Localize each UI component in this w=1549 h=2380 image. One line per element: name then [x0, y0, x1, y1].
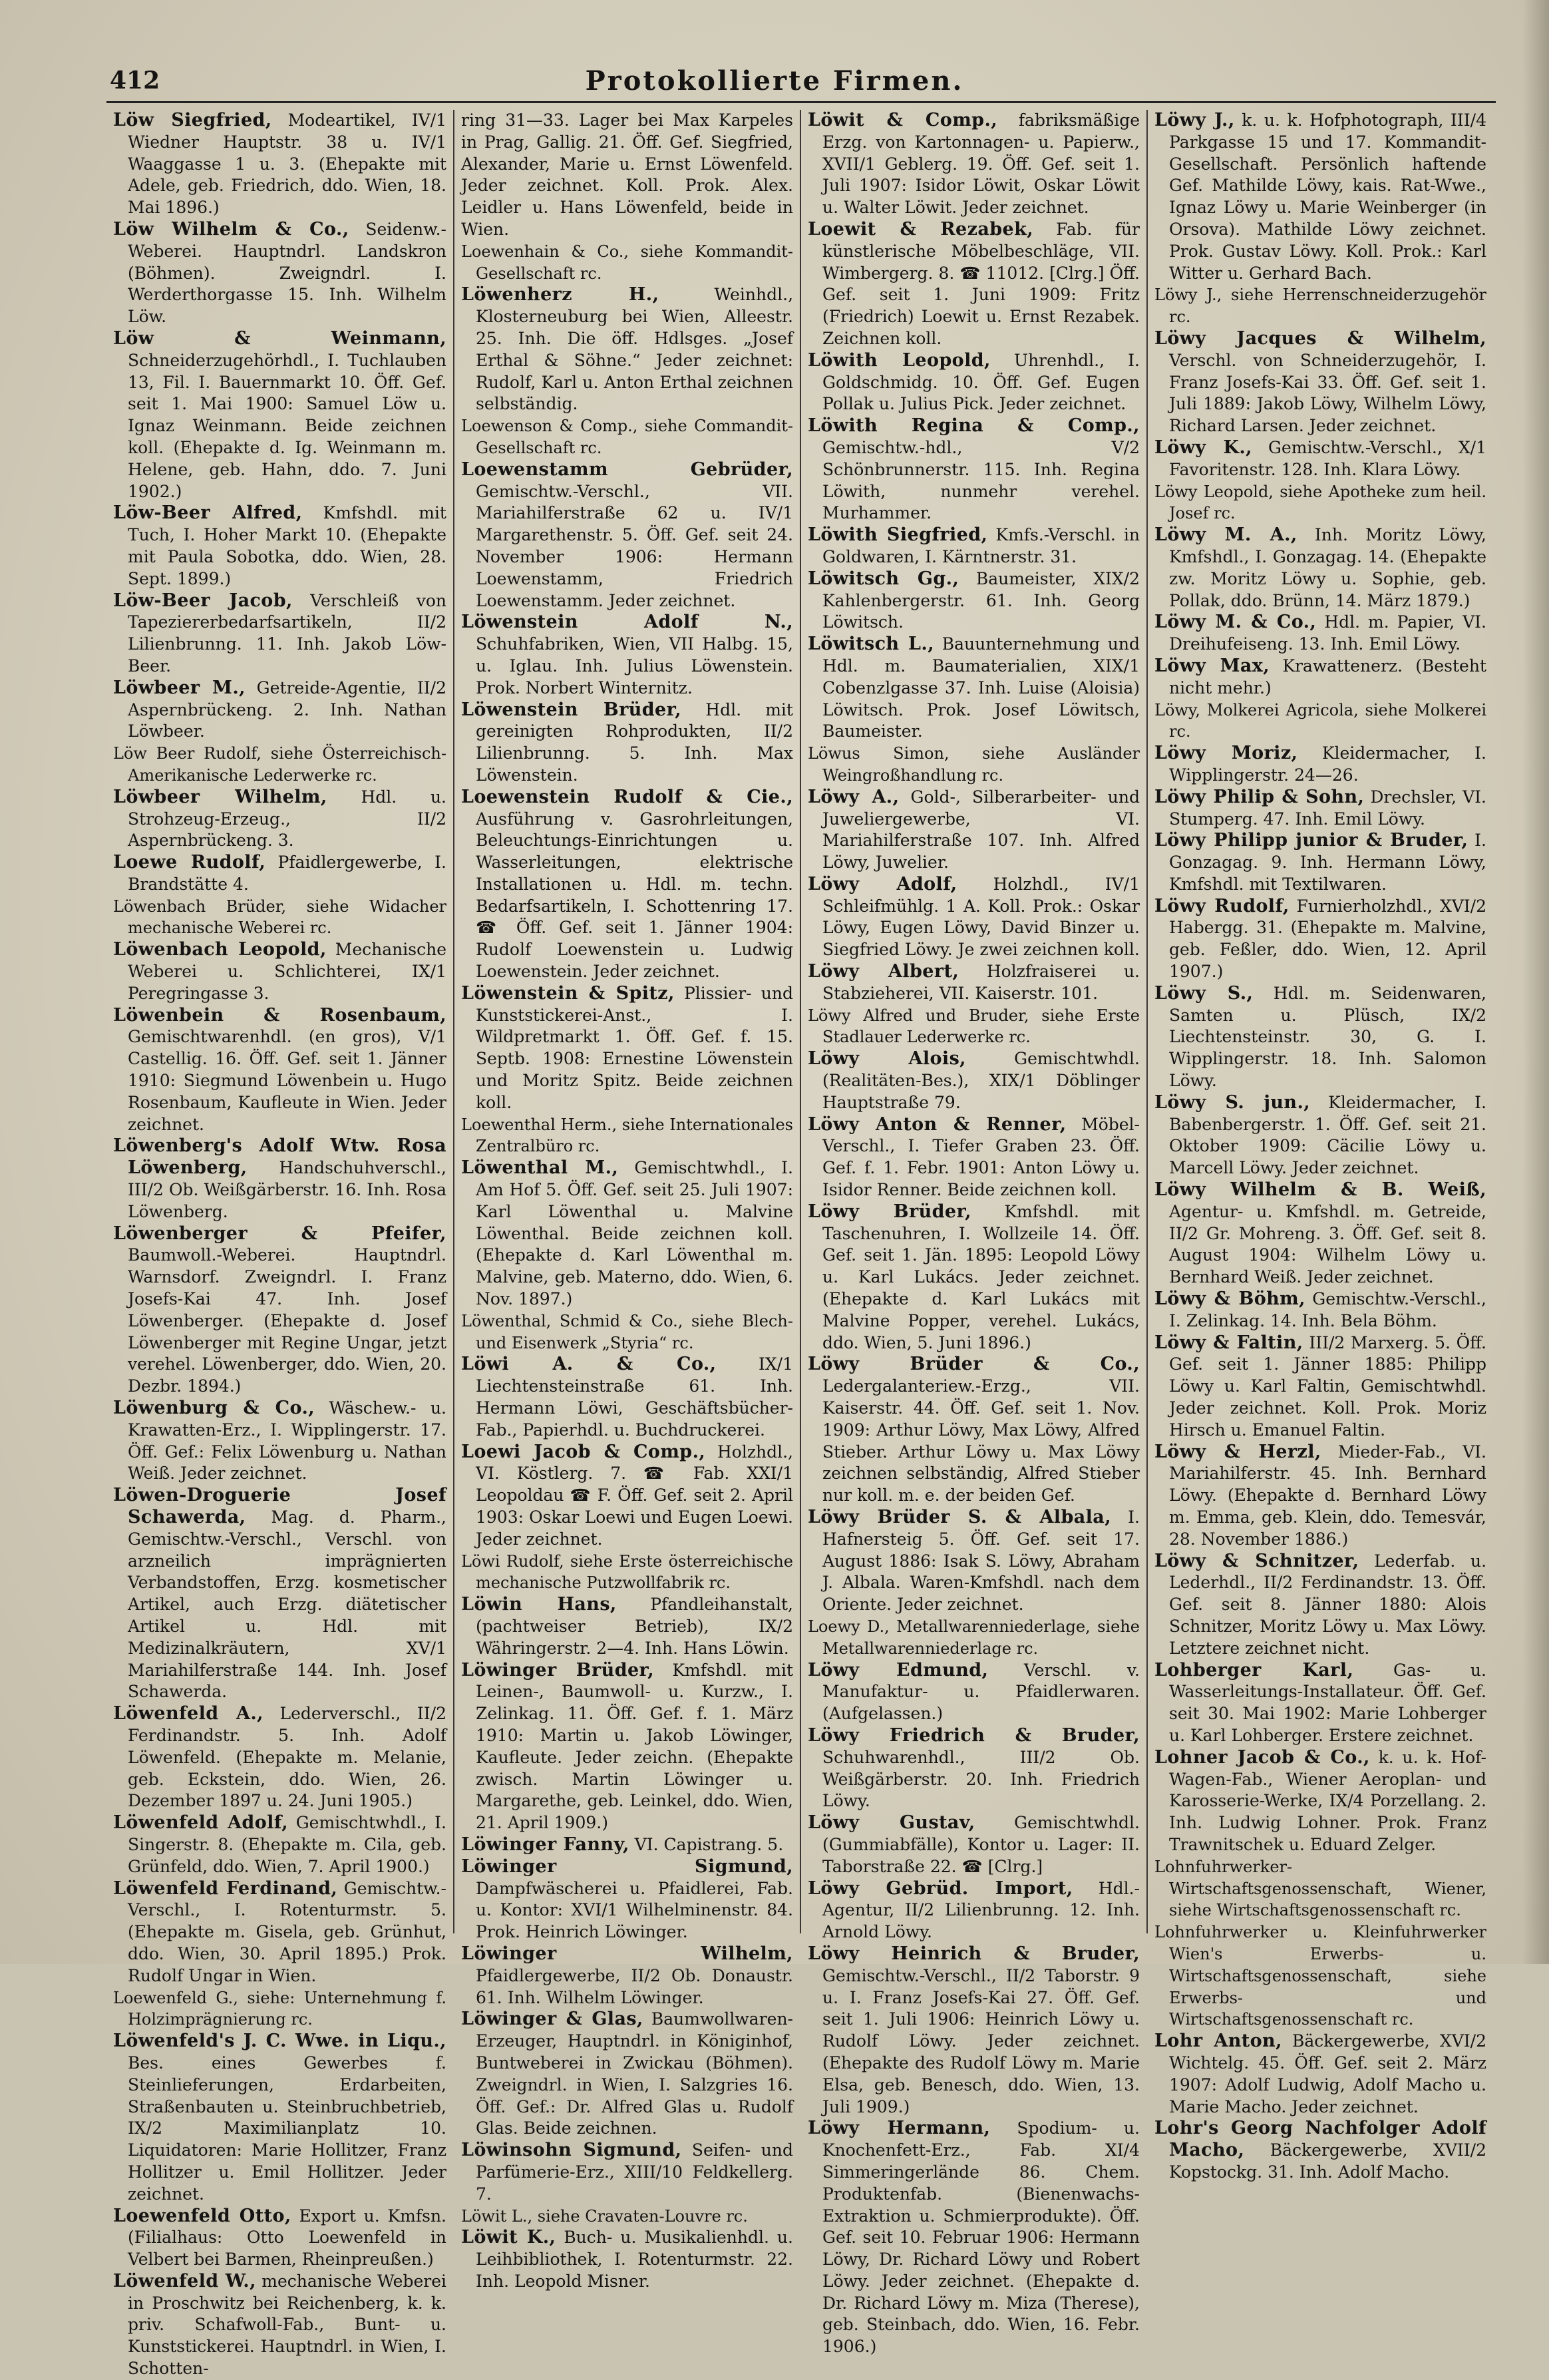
- firm-entry: [113, 502, 446, 590]
- firm-name: Löwenfeld's J. C. Wwe. in Liqu.,: [113, 2031, 446, 2052]
- cross-reference-entry: [461, 2206, 793, 2228]
- firm-details: I. Hafnersteig 5. Öff. Gef. seit 17. August 1886: Isak S. Löwy, Abraham J. Albala. Waren-Kmfshdl. nach dem Oriente. Jeder zeichnet.: [822, 1507, 1140, 1615]
- firm-name: Löwy S.,: [1154, 982, 1254, 1004]
- firm-details: Löwit L., siehe Cravaten-Louvre rc.: [461, 2206, 748, 2226]
- firm-name: Löwy Wilhelm & B. Weiß,: [1154, 1179, 1486, 1201]
- firm-name: Lohr's Georg Nachfolger Adolf Macho,: [1154, 2118, 1486, 2161]
- firm-details: Gemischtw.-Verschl., X/1 Favoritenstr. 128. Inh. Klara Löwy.: [1169, 437, 1486, 479]
- firm-details: Gemischtwarenhdl. (en gros), V/1 Castellig. 16. Öff. Gef. seit 1. Jänner 1910: Siegmund Löwenbein u. Hugo Rosenbaum, Kaufleute in Wien. Jeder zeichnet.: [128, 1027, 446, 1134]
- firm-name: Löwenberg's Adolf Wtw. Rosa Löwenberg,: [113, 1135, 446, 1179]
- firm-details: Pfandleihanstalt, (pachtweiser Betrieb), IX/2 Währingerstr. 2—4. Inh. Hans Löwin.: [476, 1595, 793, 1658]
- firm-name: Löwy & Schnitzer,: [1154, 1550, 1359, 1571]
- firm-name: Löwenstein & Spitz,: [461, 982, 675, 1004]
- firm-details: Holzhdl., VI. Köstlerg. 7. ☎ Fab. XXI/1 Leopoldau ☎ F. Öff. Gef. seit 2. April 1903: Oskar Loewi und Eugen Loewi. Jeder zeichnet.: [476, 1442, 793, 1549]
- firm-details: Gemischtw.-Verschl., VII. Mariahilferstraße 62 u. IV/1 Margarethenstr. 5. Öff. Gef. seit 24. November 1906: Hermann Loewenstamm, Friedrich Loewenstamm. Jeder zeichnet.: [476, 481, 793, 610]
- firm-details: Verschl. v. Manufaktur- u. Pfaidlerwaren. (Aufgelassen.): [822, 1660, 1140, 1724]
- firm-entry: [461, 284, 793, 415]
- firm-details: Drechsler, VI. Stumperg. 47. Inh. Emil Löwy.: [1169, 787, 1486, 829]
- firm-name: Löwenbach Leopold,: [113, 939, 327, 960]
- firm-details: Modeartikel, IV/1 Wiedner Hauptstr. 38 u. IV/1 Waaggasse 1 u. 3. (Ehepakte mit Adele, geb. Friedrich, ddo. Wien, 18. Mai 1896.): [128, 110, 446, 218]
- firm-name: Löwinger & Glas,: [461, 2009, 643, 2030]
- firm-entry: [461, 983, 793, 1114]
- firm-name: Löwy Anton & Renner,: [808, 1113, 1067, 1135]
- firm-entry: [113, 678, 446, 743]
- firm-entry: [461, 1594, 793, 1659]
- firm-details: Holzhdl., IV/1 Schleifmühlg. 1 A. Koll. Prok.: Oskar Löwy, Eugen Löwy, David Binzer u. Siegfried Löwy. Je zwei zeichnen koll.: [822, 874, 1140, 960]
- firm-details: Fab. für künstlerische Möbelbeschläge, VII. Wimbergerg. 8. ☎ 11012. [Clrg.] Öff. Gef. seit 1. Juni 1909: Fritz (Friedrich) Loewit u. Ernst Rezabek. Zeichnen koll.: [822, 219, 1140, 348]
- firm-name: Löwbeer Wilhelm,: [113, 786, 327, 807]
- firm-details: Bäckergewerbe, XVI/2 Wichtelg. 45. Öff. Gef. seit 2. März 1907: Adolf Ludwig, Adolf Macho u. Marie Macho. Jeder zeichnet.: [1169, 2031, 1486, 2116]
- firm-entry: [113, 1878, 446, 1987]
- firm-details: Pfaidlergewerbe, I. Brandstätte 4.: [128, 853, 446, 894]
- firm-name: Löwenfeld W.,: [113, 2270, 256, 2291]
- firm-details: Gemischtwhdl., I. Singerstr. 8. (Ehepakte m. Cila, geb. Grünfeld, ddo. Wien, 7. April 1900.): [128, 1813, 447, 1876]
- firm-details: Möbel-Verschl., I. Tiefer Graben 23. Öff. Gef. f. 1. Febr. 1901: Anton Löwy u. Isidor Renner. Beide zeichnen koll.: [822, 1114, 1140, 1200]
- firm-details: Loewy D., Metallwarenniederlage, siehe Metallwarenniederlage rc.: [808, 1617, 1140, 1658]
- firm-details: III/2 Marxerg. 5. Öff. Gef. seit 1. Jänner 1885: Philipp Löwy u. Karl Faltin, Gemischtwhdl. Jeder zeichnet. Koll. Prok. Moriz Hirsch u. Emanuel Faltin.: [1169, 1332, 1486, 1440]
- firm-entry: [808, 110, 1140, 219]
- firm-entry: [461, 1856, 793, 1943]
- firm-details: Löwy Leopold, siehe Apotheke zum heil. Josef rc.: [1154, 482, 1486, 523]
- firm-details: Gemischtw.-Verschl., II/2 Taborstr. 9 u. I. Franz Josefs-Kai 27. Öff. Gef. seit 1. Juli 1906: Heinrich Löwy u. Rudolf Löwy. Jeder zeichnet. (Ehepakte des Rudolf Löwy m. Marie Elsa, geb. Benesch, ddo. Wien, 13. Juli 1909.): [822, 1965, 1140, 2116]
- firm-name: Loewenfeld Otto,: [113, 2205, 291, 2226]
- firm-details: Bäckergewerbe, XVII/2 Kopstockg. 31. Inh. Adolf Macho.: [1169, 2140, 1486, 2182]
- firm-name: Löwy Gustav,: [808, 1812, 975, 1834]
- firm-entry: [808, 1507, 1140, 1616]
- firm-details: Inh. Moritz Löwy, Kmfshdl., I. Gonzagag. 14. (Ehepakte zw. Moritz Löwy u. Sophie, geb. Pollak, ddo. Brünn, 14. März 1879.): [1169, 525, 1486, 610]
- firm-name: Löwy Alois,: [808, 1048, 966, 1070]
- scan-shadow: [1522, 0, 1549, 1964]
- firm-entry: [461, 459, 793, 612]
- firm-details: Bauunternehmung und Hdl. m. Baumaterialien, XIX/1 Cobenzlgasse 37. Inh. Luise (Aloisia) Löwitsch. Prok. Josef Löwitsch, Baumeister.: [822, 634, 1140, 741]
- firm-name: Löwy M. & Co.,: [1154, 612, 1317, 633]
- firm-name: Löwy Gebrüd. Import,: [808, 1878, 1073, 1899]
- cross-reference-entry: [1154, 1856, 1486, 1921]
- firm-name: Löwy Adolf,: [808, 873, 957, 894]
- firm-name: Löwy Friedrich & Bruder,: [808, 1724, 1140, 1746]
- firm-name: Löwy M. A.,: [1154, 524, 1297, 546]
- firm-details: Kleidermacher, I. Babenbergerstr. 1. Öff. Gef. seit 21. Oktober 1909: Cäcilie Löwy u. Marcell Löwy. Jeder zeichnet.: [1169, 1092, 1486, 1178]
- firm-name: Löwenberger & Pfeifer,: [113, 1223, 446, 1244]
- firm-details: Löwi Rudolf, siehe Erste österreichische mechanische Putzwollfabrik rc.: [461, 1551, 793, 1593]
- firm-entry: [808, 1943, 1140, 2118]
- firm-details: Löwus Simon, siehe Ausländer Weingroßhandlung rc.: [808, 744, 1140, 785]
- firm-entry: [461, 2140, 793, 2205]
- firm-details: Ledergalanteriew.-Erzg., VII. Kaiserstr. 44. Öff. Gef. seit 1. Nov. 1909: Arthur Löwy, Max Löwy, Alfred Stieber. Arthur Löwy u. Max Löwy zeichnen selbständig, Alfred Stieber nur koll. m. e. der beiden Gef.: [822, 1376, 1140, 1505]
- cross-reference-entry: [461, 241, 793, 285]
- firm-entry: [808, 634, 1140, 743]
- page-title: Protokollierte Firmen.: [585, 65, 964, 97]
- firm-details: Spodium- u. Knochenfett-Erz., Fab. XI/4 Simmeringerlände 86. Chem. Produktenfab. (Bienenwachs-Extraktion u. Schmierprodukte). Öff. Gef. seit 10. Februar 1906: Hermann Löwy, Dr. Richard Löwy und Robert Löwy. Jeder zeichnet. (Ehepakte d. Dr. Richard Löwy m. Miza (Therese), geb. Steinbach, ddo. Wien, 16. Febr. 1906.): [822, 2118, 1140, 2357]
- cross-reference-entry: [1154, 699, 1486, 743]
- firm-details: Verschleiß von Tapeziererbedarfsartikeln, II/2 Lilienbrunng. 11. Inh. Jakob Löw-Beer.: [128, 590, 446, 676]
- firm-details: Hdl. m. Papier, VI. Dreihufeiseng. 13. Inh. Emil Löwy.: [1169, 612, 1486, 654]
- firm-entry: [1154, 1332, 1486, 1442]
- firm-details: Löwy Alfred und Bruder, siehe Erste Stadlauer Lederwerke rc.: [808, 1006, 1140, 1047]
- firm-details: Hdl. m. Seidenwaren, Samten u. Plüsch, IX/2 Liechtensteinstr. 30, G. I. Wipplingerstr. 18. Inh. Salomon Löwy.: [1169, 983, 1486, 1091]
- firm-details: fabriksmäßige Erzg. von Kartonnagen- u. Papierw., XVII/1 Geblerg. 19. Öff. Gef. seit 1. Juli 1907: Isidor Löwit, Oskar Löwit u. Walter Löwit. Jeder zeichnet.: [822, 110, 1140, 218]
- firm-details: mechanische Weberei in Proschwitz bei Reichenberg, k. k. priv. Schafwoll-Fab., Bunt- u. Kunststickerei. Hauptndrl. in Wien, I. Schotten-: [128, 2271, 446, 2379]
- firm-details: Plissier- und Kunststickerei-Anst., I. Wildpretmarkt 1. Öff. Gef. f. 15. Septb. 1908: Ernestine Löwenstein und Moritz Spitz. Beide zeichnen koll.: [476, 983, 793, 1112]
- firm-entry: [113, 1703, 446, 1812]
- firm-name: Löw-Beer Jacob,: [113, 590, 293, 611]
- firm-name: Loewenstamm Gebrüder,: [461, 459, 793, 480]
- firm-entry: [808, 2118, 1140, 2358]
- cross-reference-entry: [113, 1987, 446, 2031]
- firm-details: Gemischtw.-hdl., V/2 Schönbrunnerstr. 115. Inh. Regina Löwith, nunmehr verehel. Murhammer.: [822, 437, 1140, 523]
- firm-entry: [1154, 328, 1486, 437]
- firm-details: Gemischtwhdl. (Gummiabfälle), Kontor u. Lager: II. Taborstraße 22. ☎ [Clrg.]: [822, 1813, 1140, 1876]
- firm-entry: [808, 1878, 1140, 1943]
- firm-name: Löwinsohn Sigmund,: [461, 2140, 682, 2161]
- firm-entry: [461, 2227, 793, 2292]
- firm-entry: [113, 2206, 446, 2271]
- firm-entry: [461, 1157, 793, 1310]
- firm-entry: [113, 1398, 446, 1485]
- firm-name: Loewenstein Rudolf & Cie.,: [461, 786, 793, 807]
- firm-name: Löwy Max,: [1154, 655, 1270, 676]
- firm-name: Löwy S. jun.,: [1154, 1091, 1311, 1113]
- firm-details: Löwy, Molkerei Agricola, siehe Molkerei rc.: [1154, 700, 1486, 741]
- firm-name: Löwy Brüder,: [808, 1201, 971, 1222]
- firm-name: Löwy A.,: [808, 786, 900, 807]
- firm-name: Löwinger Brüder,: [461, 1659, 655, 1681]
- firm-details: Loewenfeld G., siehe: Unternehmung f. Holzimprägnierung rc.: [113, 1988, 446, 2029]
- firm-entry: [1154, 2031, 1486, 2118]
- cross-reference-entry: [1154, 1921, 1486, 2031]
- firm-name: Löwenstein Adolf N.,: [461, 612, 793, 633]
- firm-name: Löwith Regina & Comp.,: [808, 415, 1140, 437]
- firm-entry: [113, 1135, 446, 1223]
- firm-details: Furnierholzhdl., XVI/2 Habergg. 31. (Ehepakte m. Malvine, geb. Feßler, ddo. Wien, 12. April 1907.): [1169, 896, 1486, 982]
- firm-name: Löwy Albert,: [808, 961, 959, 982]
- page-number: 412: [110, 67, 160, 95]
- column-4: [1146, 110, 1493, 2182]
- firm-details: k. u. k. Hofphotograph, III/4 Parkgasse 15 und 17. Kommandit-Gesellschaft. Persönlich haftende Gef. Mathilde Löwy, kais. Rat-Wwe., Ignaz Löwy u. Marie Weinberger (in Orsova). Mathilde Löwy zeichnet. Prok. Gustav Löwy. Koll. Prok.: Karl Witter u. Gerhard Bach.: [1169, 110, 1486, 283]
- firm-name: Löw Siegfried,: [113, 110, 272, 130]
- firm-entry: [808, 1660, 1140, 1725]
- firm-name: Löw Wilhelm & Co.,: [113, 218, 349, 240]
- cross-reference-entry: [113, 896, 446, 940]
- firm-entry: [1154, 896, 1486, 983]
- firm-entry: [113, 1005, 446, 1136]
- firm-entry: [113, 939, 446, 1004]
- firm-details: Kmfshdl. mit Taschenuhren, I. Wollzeile 14. Öff. Gef. seit 1. Jän. 1895: Leopold Löwy u. Karl Lukács. Jeder zeichnet. (Ehepakte d. Karl Lukács mit Malvine Popper, verehel. Lukács, ddo. Wien, 5. Juni 1896.): [822, 1201, 1140, 1352]
- firm-details: Agentur- u. Kmfshdl. m. Getreide, II/2 Gr. Mohreng. 3. Öff. Gef. seit 8. August 1904: Wilhelm Löwy u. Bernhard Weiß. Jeder zeichnet.: [1169, 1201, 1486, 1287]
- firm-entry: [1154, 1747, 1486, 1856]
- firm-name: Löwenfeld Adolf,: [113, 1812, 289, 1834]
- firm-details: Dampfwäscherei u. Pfaidlerei, Fab. u. Kontor: XVI/1 Wilhelminenstr. 84. Prok. Heinrich Löwinger.: [476, 1878, 793, 1942]
- firm-details: Löw Beer Rudolf, siehe Österreichisch-Amerikanische Lederwerke rc.: [113, 744, 446, 785]
- firm-details: Loewenhain & Co., siehe Kommandit-Gesellschaft rc.: [461, 242, 793, 283]
- firm-details: Löwenbach Brüder, siehe Widacher mechanische Weberei rc.: [113, 896, 446, 938]
- firm-entry: [1154, 1179, 1486, 1289]
- firm-details: Lohnfuhrwerker-Wirtschaftsgenossenschaft, Wiener, siehe Wirtschaftsgenossenschaft rc.: [1154, 1857, 1486, 1920]
- firm-details: Handschuhverschl., III/2 Ob. Weißgärberstr. 16. Inh. Rosa Löwenberg.: [128, 1158, 446, 1221]
- firm-name: Löwy Moriz,: [1154, 743, 1298, 764]
- firm-name: Löwy K.,: [1154, 437, 1252, 458]
- firm-entry: [113, 1223, 446, 1398]
- firm-entry: [113, 2271, 446, 2380]
- cross-reference-entry: [113, 743, 446, 787]
- firm-entry: [808, 219, 1140, 350]
- firm-name: Löw-Beer Alfred,: [113, 502, 303, 524]
- firm-entry: [461, 1943, 793, 2009]
- firm-details: Schneiderzugehörhdl., I. Tuchlauben 13, Fil. I. Bauernmarkt 10. Öff. Gef. seit 1. Mai 1900: Samuel Löw u. Ignaz Weinmann. Beide zeichnen koll. (Ehepakte d. Ig. Weinmann m. Helene, geb. Hahn, ddo. 7. Juni 1902.): [128, 350, 446, 501]
- firm-entry: [461, 787, 793, 983]
- firm-entry: [1154, 830, 1486, 895]
- firm-details: Gold-, Silberarbeiter- und Juweliergewerbe, VI. Mariahilferstraße 107. Inh. Alfred Löwy, Juwelier.: [822, 787, 1140, 873]
- firm-details: Pfaidlergewerbe, II/2 Ob. Donaustr. 61. Inh. Wilhelm Löwinger.: [476, 1965, 793, 2007]
- firm-name: Löwitsch L.,: [808, 634, 935, 655]
- firm-name: Löwy & Böhm,: [1154, 1289, 1305, 1310]
- firm-details: Hdl. u. Strohzeug-Erzeug., II/2 Aspernbrückeng. 3.: [128, 787, 446, 851]
- firm-entry: [113, 110, 446, 219]
- firm-name: Löwy Hermann,: [808, 2118, 991, 2139]
- firm-entry: [1154, 787, 1486, 831]
- firm-details: Lohnfuhrwerker u. Kleinfuhrwerker Wien's Erwerbs- u. Wirtschaftsgenossenschaft, siehe Erwerbs- und Wirtschaftsgenossenschaft rc.: [1154, 1923, 1486, 2029]
- firm-name: Löwenstein Brüder,: [461, 699, 682, 720]
- firm-entry: [461, 110, 793, 241]
- firm-details: Kleidermacher, I. Wipplingerstr. 24—26.: [1169, 743, 1486, 785]
- firm-entry: [808, 961, 1140, 1005]
- firm-entry: [461, 699, 793, 787]
- firm-entry: [1154, 983, 1486, 1092]
- firm-details: Getreide-Agentie, II/2 Aspernbrückeng. 2. Inh. Nathan Löwbeer.: [128, 678, 446, 741]
- firm-entry: [1154, 1289, 1486, 1332]
- firm-details: Weinhdl., Klosterneuburg bei Wien, Alleestr. 25. Inh. Die öff. Hdlsges. „Josef Erthal & Söhne.“ Jeder zeichnet: Rudolf, Karl u. Anton Erthal zeichnen selbständig.: [476, 285, 794, 414]
- firm-name: Löwenbein & Rosenbaum,: [113, 1004, 446, 1026]
- firm-details: Baumwollwaren-Erzeuger, Hauptndrl. in Königinhof, Buntweberei in Zwickau (Böhmen). Zweigndrl. in Wien, I. Salzgries 16. Öff. Gef.: Dr. Alfred Glas u. Rudolf Glas. Beide zeichnen.: [476, 2009, 793, 2138]
- firm-entry: [461, 1354, 793, 1441]
- column-2: [453, 110, 800, 2291]
- firm-name: Löwen-Droguerie Josef Schawerda,: [113, 1485, 446, 1527]
- firm-name: Löwenthal M.,: [461, 1157, 619, 1179]
- firm-entry: [113, 1485, 446, 1703]
- firm-name: Löwenherz H.,: [461, 284, 659, 305]
- header-rule: [106, 101, 1496, 103]
- firm-entry: [808, 1354, 1140, 1507]
- firm-name: Lohner Jacob & Co.,: [1154, 1746, 1370, 1768]
- firm-entry: [1154, 743, 1486, 787]
- firm-name: Loewe Rudolf,: [113, 852, 266, 873]
- firm-entry: [461, 2009, 793, 2140]
- cross-reference-entry: [808, 743, 1140, 787]
- firm-details: Buch- u. Musikalienhdl. u. Leihbibliothek, I. Rotenturmstr. 22. Inh. Leopold Misner.: [476, 2228, 793, 2291]
- firm-entry: [113, 1812, 446, 1878]
- column-3: [800, 110, 1146, 2357]
- firm-entry: [808, 1114, 1140, 1201]
- firm-details: Lederfab. u. Lederhdl., II/2 Ferdinandstr. 13. Öff. Gef. seit 8. Jänner 1880: Alois Schnitzer, Moritz Löwy u. Max Löwy. Letztere zeichnet nicht.: [1169, 1551, 1487, 1658]
- firm-name: Löwy Heinrich & Bruder,: [808, 1943, 1140, 1964]
- firm-details: Krawattenerz. (Besteht nicht mehr.): [1169, 656, 1486, 697]
- firm-details: Lederverschl., II/2 Ferdinandstr. 5. Inh. Adolf Löwenfeld. (Ehepakte m. Melanie, geb. Eckstein, ddo. Wien, 26. Dezember 1897 u. 24. Juni 1905.): [128, 1704, 446, 1811]
- firm-name: Löwenfeld A.,: [113, 1703, 263, 1724]
- firm-name: Löwith Leopold,: [808, 349, 991, 371]
- firm-entry: [461, 1442, 793, 1551]
- firm-entry: [1154, 2118, 1486, 2183]
- firm-name: Lohberger Karl,: [1154, 1659, 1354, 1681]
- cross-reference-entry: [461, 1114, 793, 1158]
- cross-reference-entry: [461, 1551, 793, 1595]
- firm-entry: [1154, 656, 1486, 699]
- firm-details: Gemischtw.-Verschl., I. Rotenturmstr. 5. (Ehepakte m. Gisela, geb. Grünhut, ddo. Wien, 30. April 1895.) Prok. Rudolf Ungar in Wien.: [128, 1878, 446, 1985]
- firm-entry: [461, 1834, 793, 1856]
- firm-details: VI. Capistrang. 5.: [634, 1834, 784, 1854]
- firm-name: Löwith Siegfried,: [808, 524, 988, 546]
- firm-details: Loewenson & Comp., siehe Commandit-Gesellschaft rc.: [461, 417, 793, 457]
- firm-details: Löwy J., siehe Herrenschneiderzugehör rc.: [1154, 286, 1486, 327]
- firm-details: Uhrenhdl., I. Goldschmidg. 10. Öff. Gef. Eugen Pollak u. Julius Pick. Jeder zeichnet.: [822, 350, 1140, 414]
- firm-details: I. Gonzagag. 9. Inh. Hermann Löwy, Kmfshdl. mit Textilwaren.: [1169, 831, 1486, 894]
- firm-entry: [113, 590, 446, 678]
- firm-details: Gas- u. Wasserleitungs-Installateur. Öff. Gef. seit 30. Mai 1902: Marie Lohberger u. Karl Lohberger. Erstere zeichnet.: [1169, 1660, 1486, 1745]
- firm-details: Seifen- und Parfümerie-Erz., XIII/10 Feldkellerg. 7.: [476, 2140, 794, 2204]
- firm-details: Mechanische Weberei u. Schlichterei, IX/1 Peregringasse 3.: [128, 940, 446, 1003]
- firm-entry: [808, 524, 1140, 568]
- firm-entry: [808, 415, 1140, 524]
- firm-details: Seidenw.-Weberei. Hauptndrl. Landskron (Böhmen). Zweigndrl. I. Werderthorgasse 15. Inh. Wilhelm Löw.: [128, 219, 446, 327]
- firm-details: Gemischtwhdl., I. Am Hof 5. Öff. Gef. seit 25. Juli 1907: Karl Löwenthal u. Malvine Löwenthal. Beide zeichnen koll. (Ehepakte d. Karl Löwenthal m. Malvine, geb. Materno, ddo. Wien, 6. Nov. 1897.): [476, 1158, 794, 1309]
- firm-entry: [1154, 1551, 1486, 1660]
- cross-reference-entry: [808, 1616, 1140, 1660]
- firm-details: Loewenthal Herm., siehe Internationales Zentralbüro rc.: [461, 1115, 793, 1156]
- firm-details: k. u. k. Hof-Wagen-Fab., Wiener Aeroplan- und Karosserie-Werke, IX/4 Porzellang. 2. Inh. Ludwig Lohner. Prok. Franz Trawnitschek u. Eduard Zelger.: [1169, 1747, 1486, 1854]
- firm-details: Hdl. mit gereinigten Rohprodukten, II/2 Lilienbrunng. 5. Inh. Max Löwenstein.: [476, 699, 793, 785]
- firm-entry: [113, 2031, 446, 2205]
- firm-details: Gemischtwhdl. (Realitäten-Bes.), XIX/1 Döblinger Hauptstraße 79.: [822, 1049, 1140, 1112]
- firm-entry: [461, 612, 793, 699]
- firm-details: Schuhfabriken, Wien, VII Halbg. 15, u. Iglau. Inh. Julius Löwenstein. Prok. Norbert Winternitz.: [476, 634, 793, 697]
- firm-entry: [113, 219, 446, 328]
- entry-columns: [106, 110, 1494, 2379]
- firm-entry: [808, 350, 1140, 415]
- firm-name: Loewit & Rezabek,: [808, 218, 1034, 240]
- firm-entry: [1154, 1092, 1486, 1179]
- firm-name: Löwit & Comp.,: [808, 110, 998, 130]
- firm-entry: [461, 1660, 793, 1834]
- cross-reference-entry: [461, 1310, 793, 1354]
- firm-name: Löwenfeld Ferdinand,: [113, 1878, 338, 1899]
- firm-name: Löwinger Sigmund,: [461, 1856, 793, 1877]
- firm-details: Hdl.-Agentur, II/2 Lilienbrunng. 12. Inh. Arnold Löwy.: [822, 1878, 1140, 1942]
- firm-entry: [808, 1201, 1140, 1354]
- firm-details: Wäschew.- u. Krawatten-Erz., I. Wipplingerstr. 17. Öff. Gef.: Felix Löwenburg u. Nathan Weiß. Jeder zeichnet.: [128, 1398, 446, 1484]
- firm-name: Löwin Hans,: [461, 1594, 617, 1615]
- firm-name: Lohr Anton,: [1154, 2031, 1282, 2052]
- firm-name: Löwy Philipp junior & Bruder,: [1154, 830, 1468, 851]
- firm-details: IX/1 Liechtensteinstraße 61. Inh. Hermann Löwi, Geschäftsbücher-Fab., Papierhdl. u. Buchdruckerei.: [476, 1354, 793, 1440]
- firm-name: Löw & Weinmann,: [113, 327, 446, 349]
- firm-name: Löwy Jacques & Wilhelm,: [1154, 327, 1486, 349]
- firm-name: Löwy Philip & Sohn,: [1154, 786, 1365, 807]
- cross-reference-entry: [1154, 284, 1486, 328]
- firm-details: Baumwoll.-Weberei. Hauptndrl. Warnsdorf. Zweigndrl. I. Franz Josefs-Kai 47. Inh. Josef Löwenberger. (Ehepakte d. Josef Löwenberger mit Regine Ungar, jetzt verehel. Löwenberger, ddo. Wien, 20. Dezbr. 1894.): [128, 1245, 446, 1396]
- firm-details: Mieder-Fab., VI. Mariahilferstr. 45. Inh. Bernhard Löwy. (Ehepakte d. Bernhard Löwy m. Emma, geb. Klein, ddo. Temesvár, 28. November 1886.): [1169, 1442, 1487, 1549]
- firm-entry: [1154, 110, 1486, 284]
- firm-entry: [808, 1048, 1140, 1113]
- firm-details: Kmfshdl. mit Leinen-, Baumwoll- u. Kurzw., I. Zelinkag. 11. Öff. Gef. f. 1. März 1910: Martin u. Jakob Löwinger, Kaufleute. Jeder zeichn. (Ehepakte zwisch. Martin Löwinger u. Margarethe, geb. Leinkel, ddo. Wien, 21. April 1909.): [476, 1660, 793, 1833]
- firm-entry: [1154, 437, 1486, 481]
- cross-reference-entry: [461, 415, 793, 459]
- firm-name: Löwinger Fanny,: [461, 1834, 629, 1855]
- firm-details: Bes. eines Gewerbes f. Steinlieferungen, Erdarbeiten, Straßenbauten u. Steinbruchbetrieb, IX/2 Maximilianplatz 10. Liquidatoren: Marie Hollitzer, Franz Hollitzer u. Emil Hollitzer. Jeder zeichnet.: [128, 2053, 446, 2204]
- firm-name: Löwit K.,: [461, 2227, 556, 2248]
- firm-details: Kmfs.-Verschl. in Goldwaren, I. Kärntnerstr. 31.: [822, 525, 1140, 566]
- firm-entry: [808, 1812, 1140, 1878]
- firm-entry: [1154, 1442, 1486, 1551]
- firm-name: Löwy & Herzl,: [1154, 1441, 1321, 1462]
- firm-details: ring 31—33. Lager bei Max Karpeles in Prag, Gallig. 21. Öff. Gef. Siegfried, Alexander, Marie u. Ernst Löwenfeld. Jeder zeichnet. Koll. Prok. Alex. Leidler u. Hans Löwenfeld, beide in Wien.: [461, 110, 793, 239]
- firm-entry: [808, 568, 1140, 634]
- firm-entry: [808, 1725, 1140, 1812]
- firm-details: Löwenthal, Schmid & Co., siehe Blech- und Eisenwerk „Styria“ rc.: [461, 1311, 793, 1352]
- firm-entry: [113, 787, 446, 852]
- firm-details: Holzfraiserei u. Stabzieherei, VII. Kaiserstr. 101.: [822, 962, 1140, 1003]
- firm-name: Löwenburg & Co.,: [113, 1398, 315, 1419]
- firm-name: Löwbeer M.,: [113, 677, 246, 698]
- firm-details: Ausführung v. Gasrohrleitungen, Beleuchtungs-Einrichtungen u. Wasserleitungen, elektrische Installationen u. Hdl. m. techn. Bedarfsartikeln, I. Schottenring 17. ☎ Öff. Gef. seit 1. Jänner 1904: Rudolf Loewenstein u. Ludwig Loewenstein. Jeder zeichnet.: [476, 809, 793, 982]
- firm-name: Loewi Jacob & Comp.,: [461, 1441, 706, 1462]
- firm-entry: [1154, 1660, 1486, 1747]
- firm-details: Export u. Kmfsn. (Filialhaus: Otto Loewenfeld in Velbert bei Barmen, Rheinpreußen.): [128, 2206, 447, 2270]
- cross-reference-entry: [1154, 481, 1486, 525]
- firm-name: Löwy Brüder & Co.,: [808, 1354, 1140, 1375]
- firm-entry: [113, 328, 446, 502]
- firm-name: Löwy Brüder S. & Albala,: [808, 1507, 1111, 1527]
- firm-entry: [1154, 524, 1486, 612]
- firm-name: Löwy Edmund,: [808, 1659, 989, 1681]
- firm-details: Kmfshdl. mit Tuch, I. Hoher Markt 10. (Ehepakte mit Paula Sobotka, ddo. Wien, 28. Sept. 1899.): [128, 503, 446, 588]
- firm-entry: [808, 874, 1140, 961]
- firm-name: Löwy & Faltin,: [1154, 1332, 1303, 1353]
- firm-details: Gemischtw.-Verschl., I. Zelinkag. 14. Inh. Bela Böhm.: [1169, 1289, 1486, 1330]
- firm-details: Mag. d. Pharm., Gemischtw.-Verschl., Verschl. von arzneilich imprägnierten Verbandstoffen, Erzg. kosmetischer Artikel, auch Erzg. diätetischer Artikel u. Hdl. mit Medizinalkräutern, XV/1 Mariahilferstraße 144. Inh. Josef Schawerda.: [128, 1507, 446, 1702]
- firm-name: Löwitsch Gg.,: [808, 568, 959, 589]
- firm-name: Löwy J.,: [1154, 110, 1235, 130]
- firm-name: Löwy Rudolf,: [1154, 895, 1290, 916]
- firm-entry: [1154, 612, 1486, 656]
- firm-details: Verschl. von Schneiderzugehör, I. Franz Josefs-Kai 33. Öff. Gef. seit 1. Juli 1889: Jakob Löwy, Wilhelm Löwy, Richard Larsen. Jeder zeichnet.: [1169, 350, 1486, 436]
- firm-name: Löwi A. & Co.,: [461, 1354, 717, 1375]
- column-1: [106, 110, 453, 2379]
- cross-reference-entry: [808, 1005, 1140, 1049]
- firm-entry: [113, 852, 446, 896]
- firm-name: Löwinger Wilhelm,: [461, 1943, 793, 1964]
- firm-details: Baumeister, XIX/2 Kahlenbergerstr. 61. Inh. Georg Löwitsch.: [822, 568, 1140, 632]
- firm-details: Schuhwarenhdl., III/2 Ob. Weißgärberstr. 20. Inh. Friedrich Löwy.: [822, 1747, 1140, 1811]
- firm-entry: [808, 787, 1140, 874]
